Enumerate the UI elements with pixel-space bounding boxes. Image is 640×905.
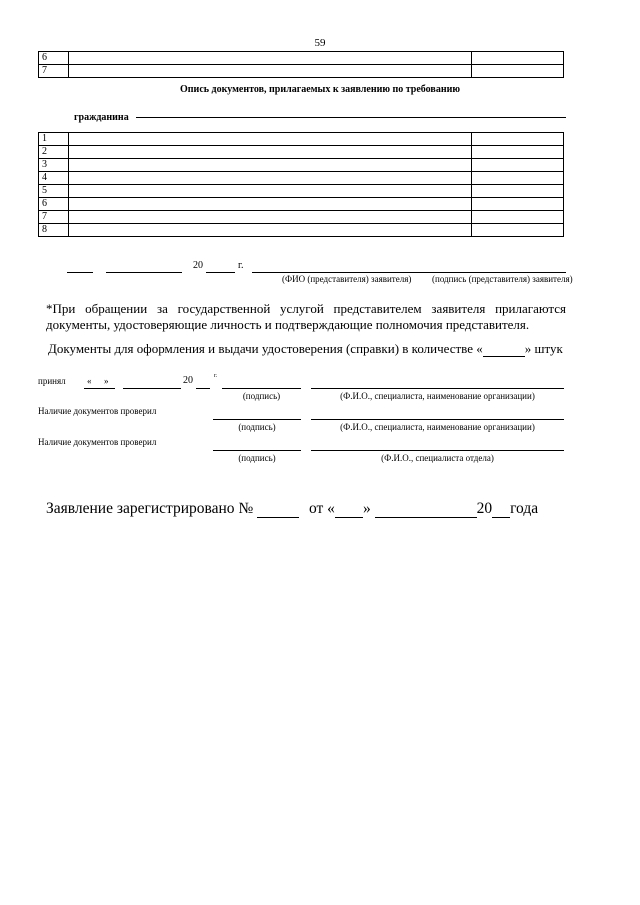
applicant-signature-field[interactable] (252, 272, 566, 273)
checked-2-signature-field[interactable] (213, 450, 301, 451)
cell (472, 224, 564, 237)
registration-number-field[interactable] (257, 502, 299, 518)
accepted-year-suffix: г. (214, 373, 218, 379)
docs-count-text-before: Документы для оформления и выдачи удостоверения (справки) в количестве « (48, 341, 483, 356)
cell (472, 52, 564, 65)
accepted-fio-caption: (Ф.И.О., специалиста, наименование организации) (340, 391, 535, 401)
row-number: 8 (39, 224, 69, 237)
cell (472, 159, 564, 172)
registration-from: от « (308, 500, 335, 517)
docs-count-field[interactable] (483, 343, 525, 357)
cell (69, 65, 472, 78)
fio-caption: (ФИО (представителя) заявителя) (282, 274, 412, 284)
table-row (39, 159, 564, 172)
registration-text: Заявление зарегистрировано (46, 500, 235, 517)
row-number: 5 (39, 185, 69, 198)
accepted-quote-close: » (104, 376, 109, 386)
table-row (39, 211, 564, 224)
cell (69, 198, 472, 211)
citizen-line (74, 107, 129, 125)
registration-year-field[interactable] (492, 502, 510, 518)
month-field[interactable] (106, 272, 182, 273)
checked-2-fio-caption: (Ф.И.О., специалиста отдела) (381, 453, 494, 463)
row-number: 7 (39, 65, 69, 78)
checked-2-sign-caption: (подпись) (238, 453, 276, 463)
accepted-signature-field[interactable] (222, 388, 301, 389)
registration-year-prefix: 20 (476, 500, 493, 517)
row-number: 6 (39, 198, 69, 211)
checked-2-fio-field[interactable] (311, 450, 564, 451)
checked-1-fio-field[interactable] (311, 419, 564, 420)
checked-label-2: Наличие документов проверил (38, 437, 157, 447)
registration-month-field[interactable] (375, 502, 477, 518)
cell (472, 198, 564, 211)
table-row (39, 198, 564, 211)
cell (472, 172, 564, 185)
row-number: 7 (39, 211, 69, 224)
sign-caption: (подпись (представителя) заявителя) (432, 274, 573, 284)
top-table (38, 51, 564, 78)
accepted-month-field[interactable] (123, 388, 181, 389)
cell (69, 146, 472, 159)
row-number: 4 (39, 172, 69, 185)
cell (69, 133, 472, 146)
registration-line (46, 500, 538, 518)
inventory-title: Опись документов, прилагаемых к заявлению по требованию (180, 84, 460, 95)
year-suffix: г. (238, 260, 244, 271)
accepted-quote-open: « (87, 376, 92, 386)
accepted-fio-field[interactable] (311, 388, 564, 389)
docs-count-text-after: » штук (524, 341, 563, 356)
accepted-year-prefix: 20 (183, 375, 193, 386)
citizen-field[interactable] (136, 117, 566, 118)
table-row (39, 133, 564, 146)
inventory-table (38, 132, 564, 237)
citizen-label: гражданина (74, 112, 129, 123)
year-prefix: 20 (193, 260, 203, 271)
cell (69, 172, 472, 185)
checked-1-signature-field[interactable] (213, 419, 301, 420)
representative-note: *При обращении за государственной услугой представителем заявителя прилагаются документы, удостоверяющие личность и подтверждающие полномочия представителя. (46, 301, 566, 332)
docs-count-line (48, 340, 563, 357)
registration-year-suffix: года (510, 500, 539, 517)
day-field[interactable] (67, 272, 93, 273)
row-number: 2 (39, 146, 69, 159)
table-row (39, 172, 564, 185)
cell (472, 133, 564, 146)
row-number: 1 (39, 133, 69, 146)
accepted-label: принял (38, 376, 66, 386)
registration-day-field[interactable] (335, 502, 363, 518)
page-number: 59 (314, 37, 326, 49)
cell (472, 185, 564, 198)
cell (69, 52, 472, 65)
cell (69, 159, 472, 172)
accepted-year-field[interactable] (196, 388, 210, 389)
checked-1-sign-caption: (подпись) (238, 422, 276, 432)
registration-quote-close: » (362, 500, 371, 517)
number-sign: № (238, 500, 254, 517)
table-row (39, 224, 564, 237)
row-number: 3 (39, 159, 69, 172)
cell (69, 185, 472, 198)
row-number: 6 (39, 52, 69, 65)
cell (472, 211, 564, 224)
checked-1-fio-caption: (Ф.И.О., специалиста, наименование организации) (340, 422, 535, 432)
accepted-sign-caption: (подпись) (242, 391, 281, 401)
cell (69, 211, 472, 224)
cell (472, 146, 564, 159)
cell (69, 224, 472, 237)
table-row (39, 185, 564, 198)
accepted-day-field[interactable] (84, 388, 115, 389)
cell (472, 65, 564, 78)
table-row (39, 146, 564, 159)
year-field[interactable] (206, 272, 235, 273)
table-row (39, 52, 564, 65)
table-row (39, 65, 564, 78)
checked-label-1: Наличие документов проверил (38, 406, 157, 416)
